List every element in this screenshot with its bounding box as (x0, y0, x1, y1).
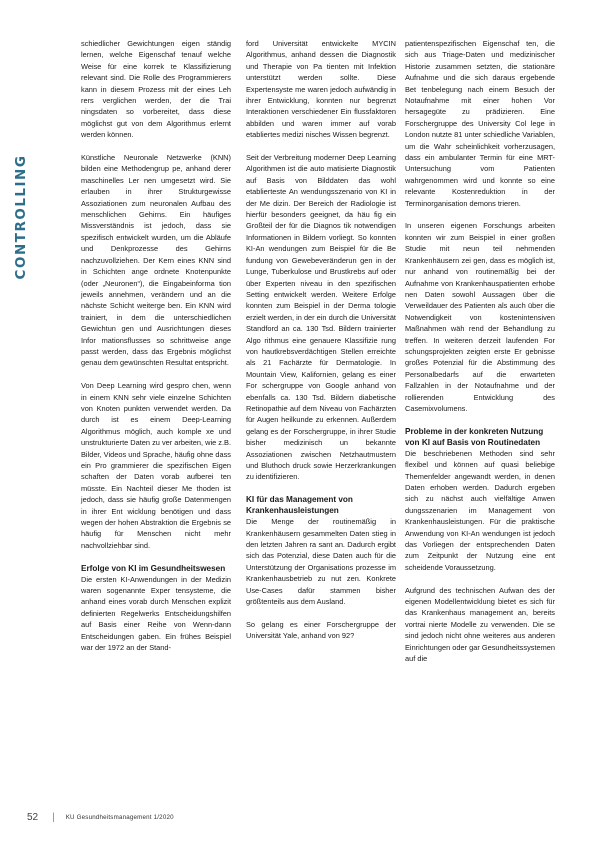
paragraph: Die beschriebenen Methoden sind sehr flexibel und können auf quasi beliebige Themenfelder angewandt werden, in denen Daten erhoben werden. Dadurch ergeben sich zu nächst auch vielfältige Anwen dungsszenarien im Management von Krankenhausleistungen. Für die praktische Anwendung von KI-An wendungen ist jedoch das Vorliegen der entsprechenden Daten zum Zeitpunkt der Nutzung eine ent scheidende Voraussetzung. (405, 448, 555, 572)
section-label-text: CONTROLLING (13, 154, 29, 280)
paragraph: Künstliche Neuronale Netzwerke (KNN) bilden eine Methodengrup pe, anhand derer maschinelles Ler nen umgesetzt wird. Sie erlauben in ihrer Strukturgewisse Assoziationen zum neuronalen Aufbau des menschlichen Gehirns. Ein häufiges Missverständnis ist jedoch, dass sie spezifisch entwickelt wurden, um die Abläufe und Denkprozesse des Gehirns nachzuvollziehen. Der Kern eines KNN sind in Schichten ange ordnete Knotenpunkte (oder „Neuronen“), die Eingabeinforma tion jeweils annehmen, verändern und an die nächste Schicht weiterge ben. Ein KNN wird trainiert, in dem die unterschiedlichen Gewichtun gen und Ausrichtungen dieses Infor mationsflusses so schrittweise ange passt werden, dass das Ergebnis möglichst genau dem gewünschten Resultat entspricht. (81, 153, 231, 368)
paragraph: Seit der Verbreitung moderner Deep Learning Algorithmen ist die auto matisierte Diagnostik auf Basis von Bilddaten das wohl etablierteste An wendungsszenario von KI in der Me dizin. Der Bereich der Radiologie ist hierfür besonders geeignet, da häu fig ein Großteil der für die Diagnos tik notwendigen Informationen in Bildern vorliegt. So konnten KI-An wendungen zum Beispiel für die Be fundung von Gewebeveränderun gen in der Lunge, Tuberkulose und Brustkrebs auf oder über Experten niveau in den spezifischen Setting entwickelt werden. Weitere Erfolge konnten zum Beispiel in der Derma tologie erzielt werden, in der ein durch die Universität Standford an ca. 130 Tsd. Bildern trainierter Algo rithmus eine genauere Klassifizie rung von hautkrebsverdächtigen Stellen erreichte als 21 Fachärzte für Dermatologie. In Mountain View, Kalifornien, gelang es einer For schergruppe von Google anhand von ebenfalls ca. 130 Tsd. Bildern diabetische Retinopathie auf dem Niveau von Fachärzten für Augen heilkunde zu erkennen. Außerdem gelang es der Forschergruppe, in ihrer Studie bisher medizinisch un bekannte Assoziationen zwischen Netzhautmustern und Bluthoch druck sowie Herzerkrankungen zu identifizieren. (246, 153, 396, 482)
paragraph: Die ersten KI-Anwendungen in der Medizin waren sogenannte Exper tensysteme, die anhand eines vorab durch Menschen explizit definierten Regelwerks Entscheidungshilfen auf Basis einer Reihe von Wenn-dann Entscheidungen gaben. Ein frühes Beispiel war der 1972 an der Stand- (81, 574, 231, 653)
page-footer (27, 810, 174, 824)
paragraph: Aufgrund des technischen Aufwan des der eigenen Modellentwicklung bietet es sich für das Krankenhaus management an, bereits vortrai nierte Modelle zu verwenden. Die se sind jedoch nicht ohne weiteres aus anderen Einrichtungen oder gar Gesundheitssystemen auf die (405, 585, 555, 664)
paragraph: ford Universität entwickelte MYCIN Algorithmus, anhand dessen die Diagnostik und Therapie von Pa tienten mit Infektion unterstützt werden sollte. Diese Expertensyste me waren jedoch aufwändig in ihrer Entwicklung, konnten nur begrenzt Interaktionen verschiedener Ein flussfaktoren abbilden und waren immer auf vorab etabliertes medizi nisches Wissen begrenzt. (246, 39, 396, 140)
paragraph: schiedlicher Gewichtungen eigen ständig lernen, welche Eigenschaf tenauf welche Weise für eine korrek te Klassifizierung relevant sind. Die Rolle des Programmierers kann in diesem Prozess mit der eines Leh rers verglichen werden, der die Trai ningsdaten so vorbereitet, dass diese möglichst gut von dem Algorithmus erlernt werden können. (81, 39, 231, 140)
paragraph: Die Menge der routinemäßig in Krankenhäusern gesammelten Daten stieg in den letzten Jahren ra sant an. Dadurch ergibt sich das Potenzial, diese Daten auch für die Unterstützung der Organisations prozesse im Krankenhausbetrieb zu nut zen. Konkrete Use-Cases dafür stammen bisher größtenteils aus dem Ausland. (246, 517, 396, 607)
journal-name: KU Gesundheitsmanagement 1/2020 (65, 813, 174, 821)
paragraph: patientenspezifischen Eigenschaf ten, die sich aus Triage-Daten und medizinischer Historie zusammen setzten, die stationäre Aufnahme und die sich daraus ergebende Bet tenbelegung nach einem Besuch der Notaufnahme mit einer hohen Vor hersagegüte zu prädizieren. Eine Forschergruppe des University Col lege in London nutzte 81 unter schiedliche Variablen, um die Wahr scheinlichkeit vorherzusagen, dass ein ambulanter Termin für eine MRT-Untersuchung vom Patienten wahrgenommen wird und konnte so eine relevante Kostenreduktion in der Terminorganisation demons trieren. (405, 39, 555, 208)
paragraph: Von Deep Learning wird gespro chen, wenn in einem KNN sehr viele einzelne Schichten von Knoten punkten verwendet werden. Da durch ist es einem Deep-Learning Algorithmus möglich, auch komple xe und unstrukturierte Daten zu ver arbeiten, wie z.B. Bilder, Videos und Sprache, häufig ohne dass ein Pro grammierer die spezifischen Eigen schaften der Daten vorab aufberei ten müsste. Ein Nachteil dieser Me thoden ist jedoch, dass sie häufig große Datenmengen in ihrer Ent wicklung benötigen und dass wegen der hohen Abstraktion die Ergebnis se häufig für Menschen nicht mehr nachvollziehbar sind. (81, 381, 231, 550)
text-column-3 (405, 38, 555, 676)
section-label (7, 154, 35, 280)
paragraph: So gelang es einer Forschergruppe der Universität Yale, anhand von 92? (246, 619, 396, 641)
page-number: 52 (27, 811, 39, 823)
section-heading: Probleme in der konkreten Nutzung von KI auf Basis von Routinedaten (405, 426, 544, 447)
section-heading: KI für das Management von Krankenhausleistungen (246, 495, 353, 516)
footer-divider: | (52, 811, 55, 823)
text-column-2 (246, 38, 396, 653)
section-heading: Erfolge von KI im Gesundheitswesen (81, 563, 226, 573)
paragraph: In unseren eigenen Forschungs arbeiten konnten wir zum Beispiel in einer großen Studie mit neun teil nehmenden Krankenhäusern zei gen, dass es möglich ist, nur anhand von routinemäßig bei der Aufnahme von Krankenhauspatienten erhobe nen Daten sowohl Aussagen über die Verweildauer des Patienten als auch über die Notwendigkeit von kostenintensiven Maßnahmen wäh rend der Behandlung zu treffen. In weiteren derzeit laufenden For schungsprojekten zeigten erste Er gebnisse großes Potenzial für die Abstimmung des Personalbedarfs auf die erwarteten Fallzahlen in der Notaufnahme und der rollierenden Entwicklung des Casemixvolumens. (405, 221, 555, 413)
text-column-1 (81, 38, 231, 665)
